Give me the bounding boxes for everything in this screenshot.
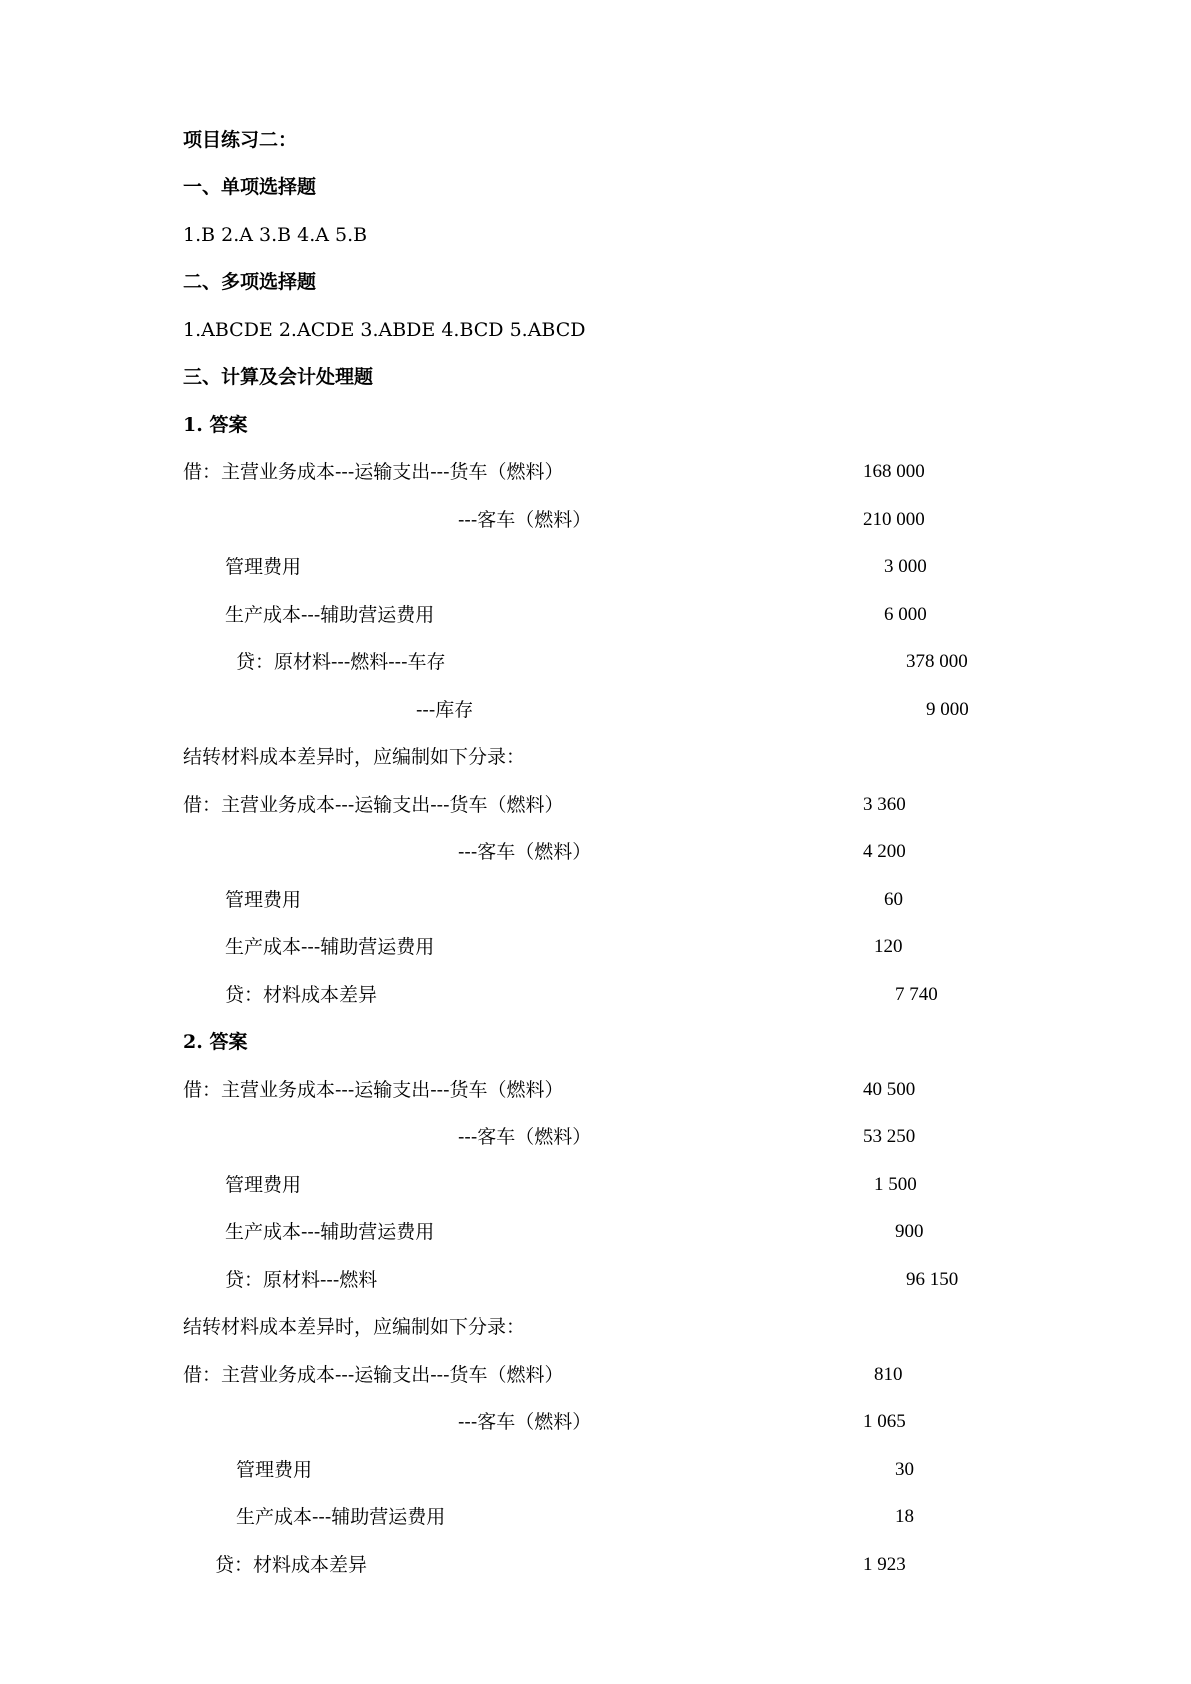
entry-account: 管理费用 [225,556,302,578]
entry-amount: 900 [895,1221,924,1242]
single-choice-answers: 1.B 2.A 3.B 4.A 5.B [183,224,368,246]
entry-account: 贷：材料成本差异 [225,984,378,1006]
entry-account: ---客车（燃料） [458,509,592,531]
entry-amount: 1 500 [874,1174,917,1195]
entry-amount: 30 [895,1459,914,1480]
question-2-heading: 2. 答案 [183,1031,248,1053]
entry-amount: 120 [874,936,903,957]
entry-amount: 4 200 [863,841,906,862]
entry-account: 生产成本---辅助营运费用 [225,1221,435,1243]
entry-account: 借：主营业务成本---运输支出---货车（燃料） [183,794,564,816]
entry-account: 生产成本---辅助营运费用 [225,936,435,958]
entry-account: ---客车（燃料） [458,1126,592,1148]
entry-amount: 9 000 [926,699,969,720]
entry-account: 生产成本---辅助营运费用 [225,604,435,626]
question-1-heading: 1. 答案 [183,414,248,436]
entry-account: 贷：原材料---燃料---车存 [236,651,446,673]
entry-account: 贷：材料成本差异 [215,1554,368,1576]
entry-account: 借：主营业务成本---运输支出---货车（燃料） [183,1079,564,1101]
entry-amount: 3 000 [884,556,927,577]
entry-amount: 378 000 [906,651,968,672]
section-heading-single-choice: 一、单项选择题 [183,176,317,198]
entry-account: 贷：原材料---燃料 [225,1269,378,1291]
entry-amount: 18 [895,1506,914,1527]
entry-amount: 1 923 [863,1554,906,1575]
entry-account: 借：主营业务成本---运输支出---货车（燃料） [183,1364,564,1386]
entry-amount: 6 000 [884,604,927,625]
entry-account: 管理费用 [225,889,302,911]
entry-amount: 7 740 [895,984,938,1005]
entry-account: ---库存 [416,699,474,721]
entry-account: ---客车（燃料） [458,841,592,863]
entry-amount: 60 [884,889,903,910]
entry-amount: 40 500 [863,1079,916,1100]
entry-account: 生产成本---辅助营运费用 [236,1506,446,1528]
page-title: 项目练习二： [183,129,298,151]
multiple-choice-answers: 1.ABCDE 2.ACDE 3.ABDE 4.BCD 5.ABCD [183,319,586,341]
entry-amount: 96 150 [906,1269,959,1290]
entry-note: 结转材料成本差异时，应编制如下分录： [183,746,526,768]
entry-amount: 210 000 [863,509,925,530]
entry-amount: 1 065 [863,1411,906,1432]
entry-account: 管理费用 [225,1174,302,1196]
entry-amount: 53 250 [863,1126,916,1147]
entry-account: ---客车（燃料） [458,1411,592,1433]
entry-account: 管理费用 [236,1459,313,1481]
entry-amount: 168 000 [863,461,925,482]
entry-amount: 3 360 [863,794,906,815]
entry-amount: 810 [874,1364,903,1385]
section-heading-multiple-choice: 二、多项选择题 [183,271,317,293]
entry-note: 结转材料成本差异时，应编制如下分录： [183,1316,526,1338]
entry-account: 借：主营业务成本---运输支出---货车（燃料） [183,461,564,483]
section-heading-calculation: 三、计算及会计处理题 [183,366,374,388]
